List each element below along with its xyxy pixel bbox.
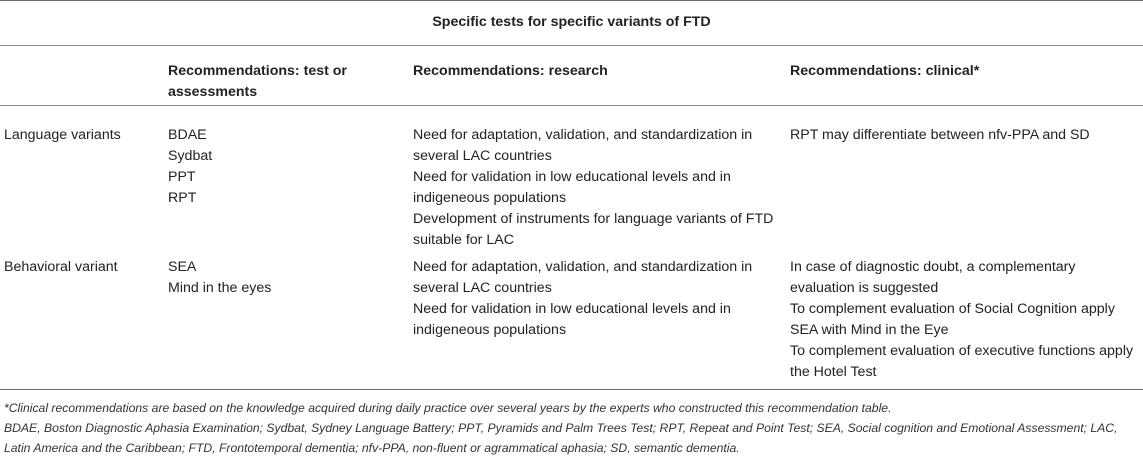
tests-cell [168,125,408,209]
test-item: PPT [168,169,196,185]
header-research: Recommendations: research [413,63,608,79]
research-item: Development of instruments for language variants of FTD suitable for LAC [413,211,774,248]
research-item: Need for adaptation, validation, and standardization in several LAC countries [413,127,753,164]
test-item: RPT [168,190,197,206]
clinical-cell [790,257,1142,383]
research-item: Need for validation in low educational levels and in indigeneous populations [413,301,731,338]
header-clinical: Recommendations: clinical* [790,63,980,79]
research-item: Need for adaptation, validation, and standardization in several LAC countries [413,259,753,296]
research-cell [413,257,785,341]
clinical-cell [790,125,1142,146]
test-item: Mind in the eyes [168,280,272,296]
clinical-item: To complement evaluation of executive functions apply the Hotel Test [790,343,1134,380]
research-cell [413,125,785,251]
table-bottom-rule [0,389,1143,390]
research-item: Need for validation in low educational levels and in indigeneous populations [413,169,731,206]
title-divider [0,45,1143,46]
header-tests: Recommendations: test or assessments [168,63,347,100]
abbreviations-footnote: BDAE, Boston Diagnostic Aphasia Examination; Sydbat, Sydney Language Battery; PPT, Pyramids and Palm Trees Test; RPT, Repeat and Point Test; SEA, Social cognition and Emotional Assessment; LAC, Latin America and the Caribbean; FTD, Frontotemporal dementia; nfv-PPA, non-fluent or agrammatical aphasia; SD, semantic dementia. [4,421,1118,455]
test-item: BDAE [168,127,207,143]
tests-cell [168,257,408,299]
clinical-item: To complement evaluation of Social Cognition apply SEA with Mind in the Eye [790,301,1115,338]
variant-cell: Behavioral variant [4,259,118,275]
clinical-item: In case of diagnostic doubt, a complementary evaluation is suggested [790,259,1076,296]
table-title: Specific tests for specific variants of FTD [432,14,711,30]
clinical-footnote: *Clinical recommendations are based on the knowledge acquired during daily practice over several years by the experts who constructed this recommendation table. [4,401,892,415]
test-item: SEA [168,259,197,275]
table-top-rule [0,0,1143,1]
test-item: Sydbat [168,148,213,164]
header-divider [0,105,1143,106]
clinical-item: RPT may differentiate between nfv-PPA and SD [790,127,1090,143]
variant-cell: Language variants [4,127,121,143]
